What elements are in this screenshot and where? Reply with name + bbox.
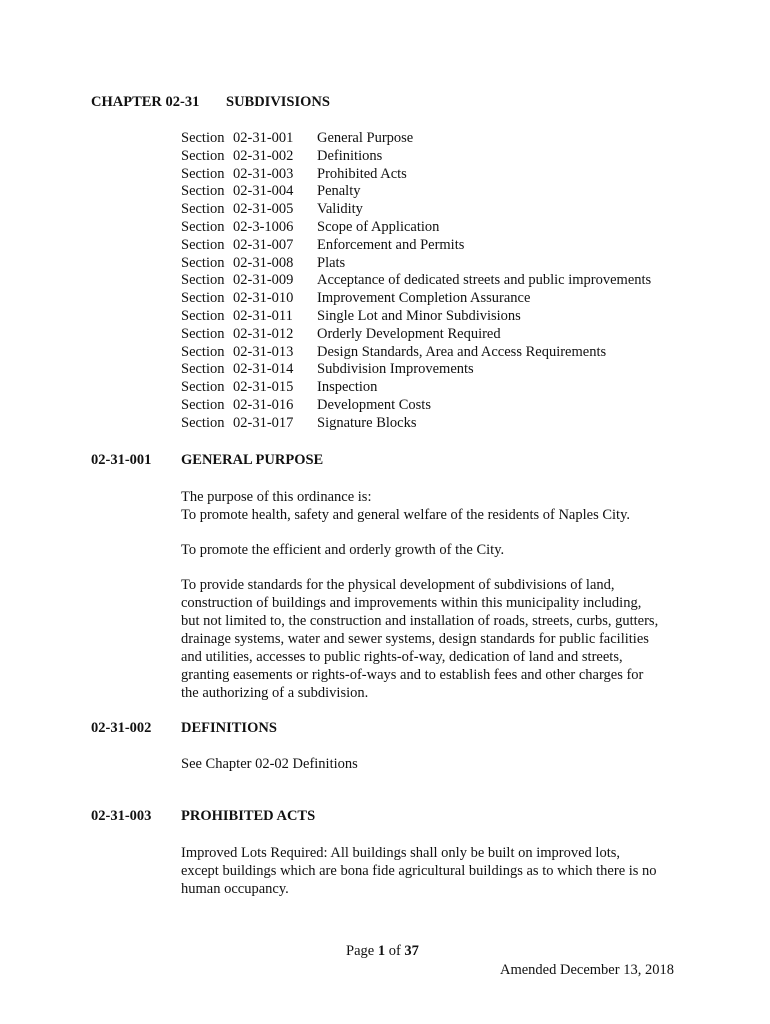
section-002-heading: DEFINITIONS [181, 720, 277, 736]
paragraph-line: human occupancy. [181, 881, 289, 897]
toc-section-word: Section [181, 183, 225, 200]
page-of: of [385, 943, 405, 959]
chapter-number: CHAPTER 02-31 [91, 94, 200, 110]
paragraph-line: To promote the efficient and orderly growth of the City. [181, 542, 505, 558]
toc-section-word: Section [181, 165, 225, 182]
toc-row [181, 344, 651, 362]
paragraph-line: To provide standards for the physical development of subdivisions of land, [181, 577, 615, 593]
toc-section-number: 02-31-017 [233, 414, 294, 431]
paragraph-line: drainage systems, water and sewer systems, design standards for public facilities [181, 631, 649, 647]
paragraph-line: See Chapter 02-02 Definitions [181, 756, 358, 772]
toc-section-number: 02-31-003 [233, 165, 294, 182]
toc-section-word: Section [181, 201, 225, 218]
amended-date: Amended December 13, 2018 [500, 962, 674, 978]
toc-section-number: 02-31-009 [233, 272, 294, 289]
toc-section-title: Signature Blocks [317, 414, 417, 431]
toc-row [181, 166, 651, 184]
section-001-paragraph-3 [181, 576, 658, 702]
toc-row [181, 201, 651, 219]
toc-row [181, 148, 651, 166]
toc-section-number: 02-31-005 [233, 201, 294, 218]
toc-row [181, 415, 651, 433]
toc-section-title: Single Lot and Minor Subdivisions [317, 307, 521, 324]
page-total: 37 [404, 943, 419, 959]
page-current: 1 [377, 943, 386, 959]
toc-section-title: Enforcement and Permits [317, 236, 465, 253]
toc-section-word: Section [181, 130, 225, 146]
toc-section-title: Improvement Completion Assurance [317, 290, 531, 307]
toc-section-number: 02-3-1006 [233, 218, 294, 235]
page-number [346, 943, 419, 960]
section-001-paragraph-1 [181, 488, 630, 524]
section-002-number: 02-31-002 [91, 720, 152, 736]
toc-section-title: Validity [317, 201, 363, 218]
page-prefix: Page [346, 943, 378, 959]
toc-section-word: Section [181, 379, 225, 396]
toc-section-word: Section [181, 307, 225, 324]
toc-section-title: Definitions [317, 147, 383, 164]
paragraph-line: the authorizing of a subdivision. [181, 685, 369, 701]
toc-section-word: Section [181, 272, 225, 289]
toc-section-number: 02-31-012 [233, 325, 294, 342]
paragraph-line: To promote health, safety and general welfare of the residents of Naples City. [181, 507, 630, 523]
paragraph-line: but not limited to, the construction and installation of roads, streets, curbs, gutters, [181, 613, 659, 629]
toc-section-number: 02-31-004 [233, 183, 294, 200]
toc-section-word: Section [181, 325, 225, 342]
section-002-paragraph-1 [181, 755, 358, 773]
toc-section-number: 02-31-014 [233, 361, 294, 378]
toc-section-title: Inspection [317, 379, 378, 396]
chapter-title: SUBDIVISIONS [226, 94, 330, 110]
toc-section-word: Section [181, 414, 225, 431]
toc-section-word: Section [181, 343, 225, 360]
toc-section-word: Section [181, 236, 225, 253]
toc-row [181, 326, 651, 344]
toc-section-number: 02-31-007 [233, 236, 294, 253]
toc-section-word: Section [181, 361, 225, 378]
toc-section-number: 02-31-001 [233, 130, 294, 146]
toc-row [181, 130, 651, 148]
paragraph-line: construction of buildings and improvements within this municipality including, [181, 595, 642, 611]
section-003-heading: PROHIBITED ACTS [181, 808, 316, 824]
toc-section-word: Section [181, 147, 225, 164]
section-001-heading: GENERAL PURPOSE [181, 452, 324, 468]
toc-section-word: Section [181, 396, 225, 413]
toc-section-number: 02-31-008 [233, 254, 294, 271]
toc-section-title: Acceptance of dedicated streets and public improvements [317, 272, 652, 289]
paragraph-line: granting easements or rights-of-ways and to establish fees and other charges for [181, 667, 644, 683]
toc-row [181, 272, 651, 290]
toc-section-number: 02-31-010 [233, 290, 294, 307]
toc-row [181, 379, 651, 397]
toc-section-title: Scope of Application [317, 218, 440, 235]
paragraph-line: and utilities, accesses to public rights-of-way, dedication of land and streets, [181, 649, 623, 665]
section-001-paragraph-2 [181, 541, 504, 559]
toc-section-title: Penalty [317, 183, 361, 200]
section-001-number: 02-31-001 [91, 452, 152, 468]
toc-section-number: 02-31-013 [233, 343, 294, 360]
toc-row [181, 183, 651, 201]
toc-section-number: 02-31-011 [233, 307, 293, 324]
table-of-contents [181, 130, 651, 433]
toc-section-number: 02-31-016 [233, 396, 294, 413]
toc-row [181, 308, 651, 326]
toc-section-number: 02-31-002 [233, 147, 294, 164]
toc-section-title: Prohibited Acts [317, 165, 407, 182]
toc-section-title: General Purpose [317, 130, 414, 146]
paragraph-line: Improved Lots Required: All buildings shall only be built on improved lots, [181, 845, 620, 861]
toc-section-title: Subdivision Improvements [317, 361, 474, 378]
toc-row [181, 255, 651, 273]
toc-section-title: Plats [317, 254, 346, 271]
section-003-number: 02-31-003 [91, 808, 152, 824]
toc-row [181, 219, 651, 237]
toc-section-title: Orderly Development Required [317, 325, 501, 342]
toc-section-word: Section [181, 290, 225, 307]
toc-row [181, 237, 651, 255]
section-003-paragraph-1 [181, 844, 657, 898]
toc-section-title: Development Costs [317, 396, 431, 413]
toc-section-number: 02-31-015 [233, 379, 294, 396]
toc-row [181, 397, 651, 415]
paragraph-line: The purpose of this ordinance is: [181, 489, 372, 505]
toc-row [181, 290, 651, 308]
toc-section-title: Design Standards, Area and Access Requirements [317, 343, 607, 360]
toc-section-word: Section [181, 218, 225, 235]
toc-section-word: Section [181, 254, 225, 271]
paragraph-line: except buildings which are bona fide agricultural buildings as to which there is no [181, 863, 657, 879]
toc-row [181, 361, 651, 379]
